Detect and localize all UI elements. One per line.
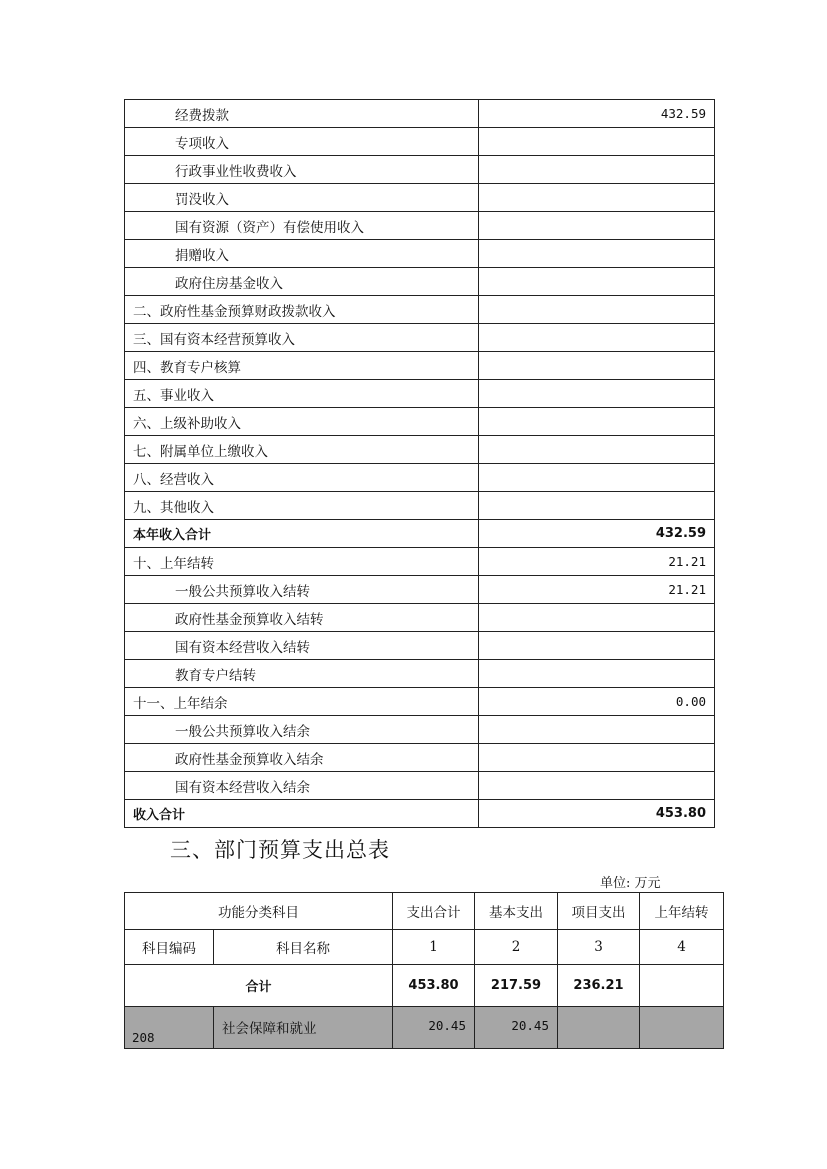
header-name: 科目名称 <box>214 930 393 965</box>
income-label: 专项收入 <box>125 128 479 156</box>
income-value: 453.80 <box>479 800 715 828</box>
total-row <box>125 965 724 1007</box>
income-value <box>479 324 715 352</box>
income-label: 五、事业收入 <box>125 380 479 408</box>
income-label: 九、其他收入 <box>125 492 479 520</box>
income-label: 捐赠收入 <box>125 240 479 268</box>
income-value <box>479 604 715 632</box>
income-label: 一般公共预算收入结转 <box>125 576 479 604</box>
income-label: 国有资本经营收入结余 <box>125 772 479 800</box>
column-number-2: 2 <box>475 930 558 965</box>
income-label: 经费拨款 <box>125 100 479 128</box>
income-row <box>125 520 715 548</box>
income-value: 21.21 <box>479 576 715 604</box>
income-row <box>125 464 715 492</box>
income-row <box>125 604 715 632</box>
total-project: 236.21 <box>558 965 640 1007</box>
total-amount: 453.80 <box>393 965 475 1007</box>
income-label: 四、教育专户核算 <box>125 352 479 380</box>
header-code: 科目编码 <box>125 930 214 965</box>
income-row <box>125 324 715 352</box>
income-row <box>125 632 715 660</box>
income-row <box>125 772 715 800</box>
header-category: 功能分类科目 <box>125 893 393 930</box>
income-row <box>125 156 715 184</box>
income-label: 政府性基金预算收入结转 <box>125 604 479 632</box>
income-row <box>125 436 715 464</box>
row-project <box>558 1007 640 1049</box>
expenditure-summary-table <box>124 892 724 1049</box>
income-row <box>125 352 715 380</box>
income-value <box>479 268 715 296</box>
income-value: 432.59 <box>479 100 715 128</box>
income-row <box>125 744 715 772</box>
income-row <box>125 268 715 296</box>
row-basic: 20.45 <box>475 1007 558 1049</box>
income-label: 国有资源（资产）有偿使用收入 <box>125 212 479 240</box>
income-label: 行政事业性收费收入 <box>125 156 479 184</box>
row-carryover <box>640 1007 724 1049</box>
row-name: 社会保障和就业 <box>214 1007 393 1049</box>
income-value <box>479 212 715 240</box>
income-value <box>479 436 715 464</box>
subheader-row <box>125 930 724 965</box>
income-value <box>479 380 715 408</box>
income-value <box>479 184 715 212</box>
income-label: 二、政府性基金预算财政拨款收入 <box>125 296 479 324</box>
income-row <box>125 100 715 128</box>
income-row <box>125 184 715 212</box>
income-value <box>479 716 715 744</box>
income-value: 432.59 <box>479 520 715 548</box>
unit-label: 单位: 万元 <box>600 876 661 891</box>
income-row <box>125 716 715 744</box>
income-label: 教育专户结转 <box>125 660 479 688</box>
header-carryover: 上年结转 <box>640 893 724 930</box>
income-label: 罚没收入 <box>125 184 479 212</box>
income-row <box>125 240 715 268</box>
income-table-body <box>125 100 715 828</box>
income-row <box>125 212 715 240</box>
column-number-1: 1 <box>393 930 475 965</box>
income-label: 十一、上年结余 <box>125 688 479 716</box>
header-row <box>125 893 724 930</box>
income-value <box>479 128 715 156</box>
column-number-4: 4 <box>640 930 724 965</box>
income-label: 七、附属单位上缴收入 <box>125 436 479 464</box>
income-value <box>479 156 715 184</box>
income-row <box>125 548 715 576</box>
header-basic: 基本支出 <box>475 893 558 930</box>
income-value <box>479 352 715 380</box>
income-value <box>479 240 715 268</box>
row-code: 208 <box>125 1007 214 1049</box>
income-row <box>125 492 715 520</box>
income-label: 政府住房基金收入 <box>125 268 479 296</box>
income-value <box>479 408 715 436</box>
income-value <box>479 744 715 772</box>
income-value <box>479 464 715 492</box>
header-total: 支出合计 <box>393 893 475 930</box>
header-project: 项目支出 <box>558 893 640 930</box>
total-carryover <box>640 965 724 1007</box>
income-row <box>125 800 715 828</box>
column-number-3: 3 <box>558 930 640 965</box>
income-row <box>125 660 715 688</box>
income-value: 21.21 <box>479 548 715 576</box>
income-label: 国有资本经营收入结转 <box>125 632 479 660</box>
section-title: 三、部门预算支出总表 <box>170 838 390 862</box>
income-label: 六、上级补助收入 <box>125 408 479 436</box>
income-value: 0.00 <box>479 688 715 716</box>
income-table <box>124 99 715 828</box>
income-label: 收入合计 <box>125 800 479 828</box>
income-value <box>479 772 715 800</box>
income-row <box>125 408 715 436</box>
income-row <box>125 380 715 408</box>
income-label: 八、经营收入 <box>125 464 479 492</box>
income-label: 本年收入合计 <box>125 520 479 548</box>
table-row <box>125 1007 724 1049</box>
income-label: 政府性基金预算收入结余 <box>125 744 479 772</box>
income-row <box>125 576 715 604</box>
income-value <box>479 632 715 660</box>
income-value <box>479 660 715 688</box>
income-label: 十、上年结转 <box>125 548 479 576</box>
row-total: 20.45 <box>393 1007 475 1049</box>
income-row <box>125 688 715 716</box>
total-basic: 217.59 <box>475 965 558 1007</box>
income-row <box>125 128 715 156</box>
income-row <box>125 296 715 324</box>
income-value <box>479 296 715 324</box>
income-value <box>479 492 715 520</box>
income-label: 一般公共预算收入结余 <box>125 716 479 744</box>
income-label: 三、国有资本经营预算收入 <box>125 324 479 352</box>
total-label: 合计 <box>125 965 393 1007</box>
